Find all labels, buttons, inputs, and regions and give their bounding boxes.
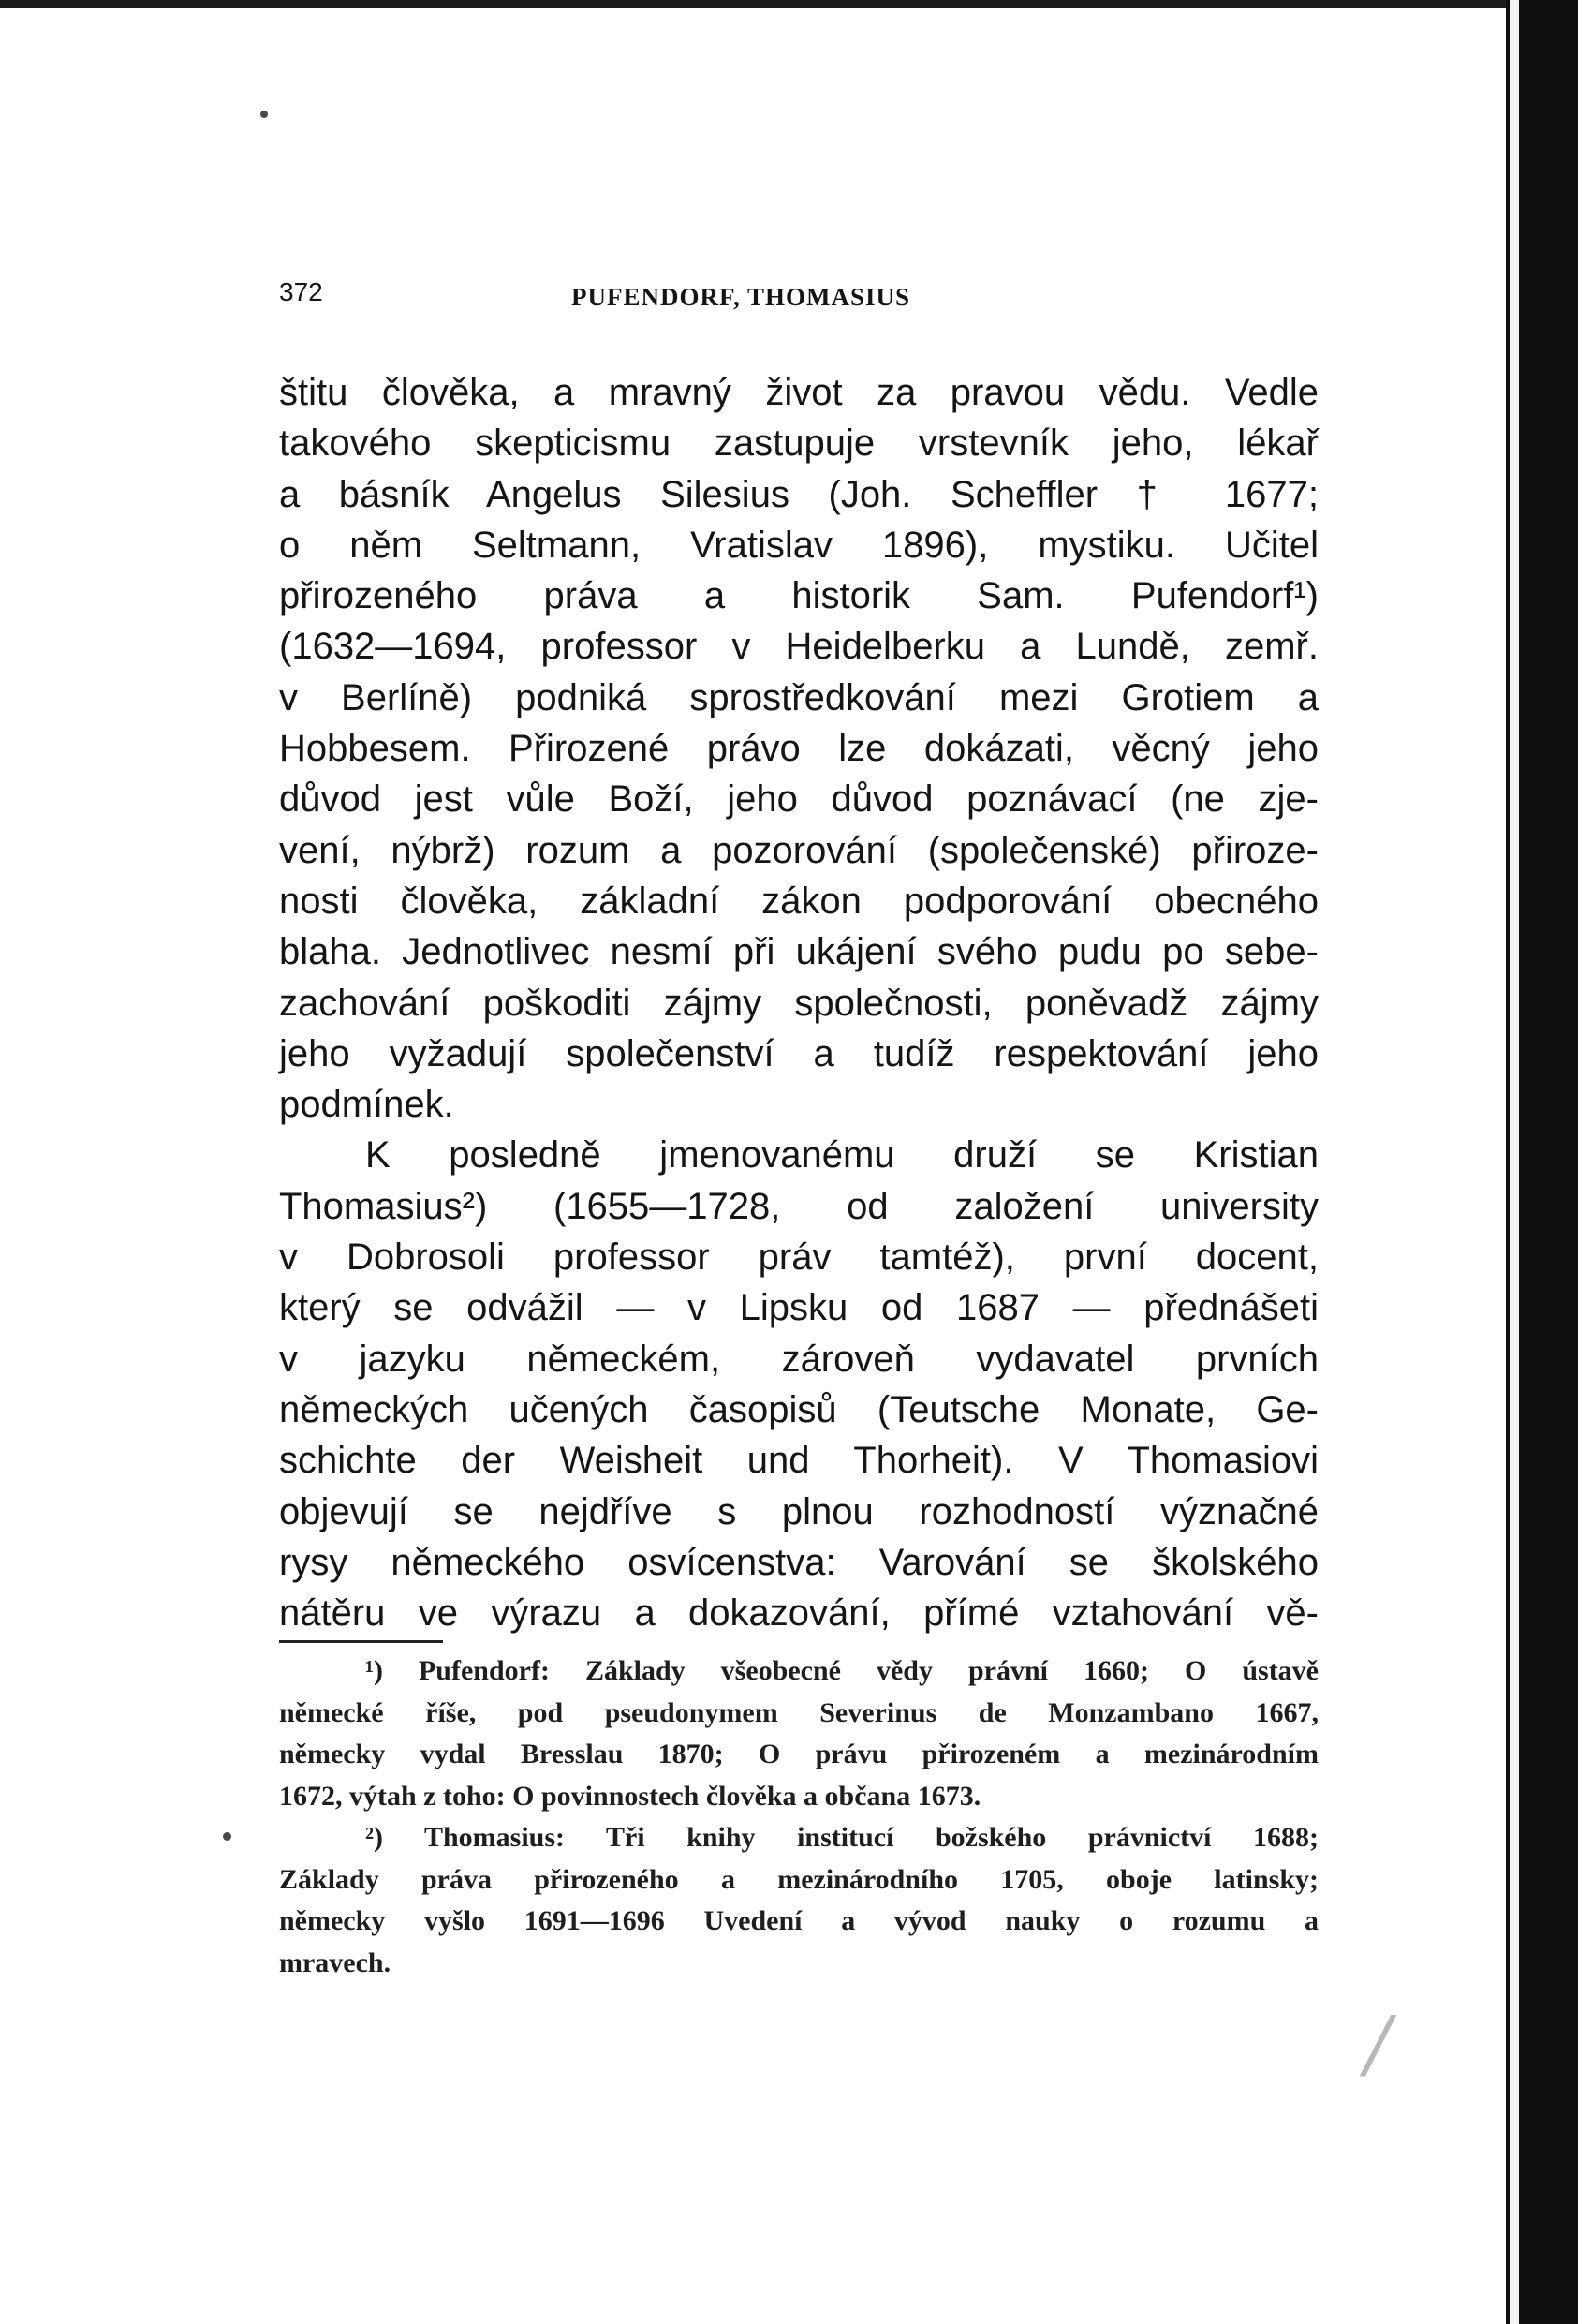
page-number: 372 [279, 277, 323, 306]
text-line: štitu člověka, a mravný život za pravou vědu. Vedle [279, 372, 1319, 413]
text-line: vení, nýbrž) rozum a pozorování (společenské) přiroze- [279, 829, 1319, 871]
paragraph-start-line: K posledně jmenovanému druží se Kristian [365, 1134, 1319, 1177]
footnote-2-line: německy vyšlo 1691—1696 Uvedení a vývod nauky o rozumu a [279, 1905, 1319, 1936]
text-line: německých učených časopisů (Teutsche Monate, Ge- [279, 1388, 1319, 1430]
text-line: podmínek. [279, 1084, 454, 1126]
text-line: Hobbesem. Přirozené právo lze dokázati, věcný jeho [279, 728, 1319, 770]
text-line: v jazyku německém, zároveň vydavatel prvních [279, 1338, 1319, 1380]
scan-speck [223, 1832, 231, 1841]
scan-border-top [0, 0, 1517, 8]
text-line: schichte der Weisheit und Thorheit). V Thomasiovi [279, 1440, 1319, 1482]
footnote-1-line: 1672, výtah z toho: O povinnostech člověka a občana 1673. [279, 1780, 981, 1812]
footnote-1-line: ¹) Pufendorf: Základy všeobecné vědy právní 1660; O ústavě [365, 1655, 1319, 1686]
text-line: v Berlíně) podniká sprostředkování mezi Grotiem a [279, 676, 1319, 718]
text-line: takového skepticismu zastupuje vrstevník jeho, lékař [279, 422, 1319, 465]
text-line: rysy německého osvícenstva: Varování se školského [279, 1541, 1319, 1583]
footnotes [279, 1650, 1319, 1984]
pencil-mark-icon: / [1365, 2000, 1391, 2087]
text-line: nosti člověka, základní zákon podporování obecného [279, 880, 1319, 922]
running-head [279, 277, 1319, 315]
text-line: v Dobrosoli professor práv tamtéž), první docent, [279, 1236, 1319, 1279]
text-line: blaha. Jednotlivec nesmí při ukájení svého pudu po sebe- [279, 931, 1319, 973]
text-line: Thomasius²) (1655—1728, od založení university [279, 1185, 1319, 1227]
body-text [279, 367, 1319, 1638]
scan-speck [260, 111, 268, 118]
text-line: a básník Angelus Silesius (Joh. Scheffler † 1677; [279, 473, 1319, 515]
text-line: důvod jest vůle Boží, jeho důvod poznávací (ne zje- [279, 778, 1319, 821]
text-line: jeho vyžadují společenství a tudíž respektování jeho [279, 1032, 1319, 1074]
footnote-rule [279, 1640, 443, 1643]
text-line: zachování poškoditi zájmy společnosti, poněvadž zájmy [279, 982, 1319, 1024]
text-line: nátěru ve výrazu a dokazování, přímé vztahování vě- [279, 1592, 1319, 1635]
footnote-1-line: německy vydal Bresslau 1870; O právu přirozeném a mezinárodním [279, 1739, 1319, 1769]
footnote-2-line: mravech. [279, 1947, 391, 1978]
footnote-2-line: Základy práva přirozeného a mezinárodního 1705, oboje latinsky; [279, 1863, 1319, 1895]
text-line: o něm Seltmann, Vratislav 1896), mystiku. Učitel [279, 524, 1319, 566]
scan-border-right-highlight [1510, 0, 1519, 2324]
footnote-2-line: ²) Thomasius: Tři knihy institucí božského právnictví 1688; [365, 1822, 1319, 1853]
running-title: PUFENDORF, THOMASIUS [571, 283, 911, 311]
footnote-1-line: německé říše, pod pseudonymem Severinus de Monzambano 1667, [279, 1696, 1319, 1728]
text-line: objevují se nejdříve s plnou rozhodností význačné [279, 1490, 1319, 1532]
text-line: který se odvážil — v Lipsku od 1687 — přednášeti [279, 1287, 1319, 1329]
text-line: (1632—1694, professor v Heidelberku a Lundě, zemř. [279, 626, 1319, 668]
text-line: přirozeného práva a historik Sam. Pufendorf¹) [279, 575, 1319, 617]
